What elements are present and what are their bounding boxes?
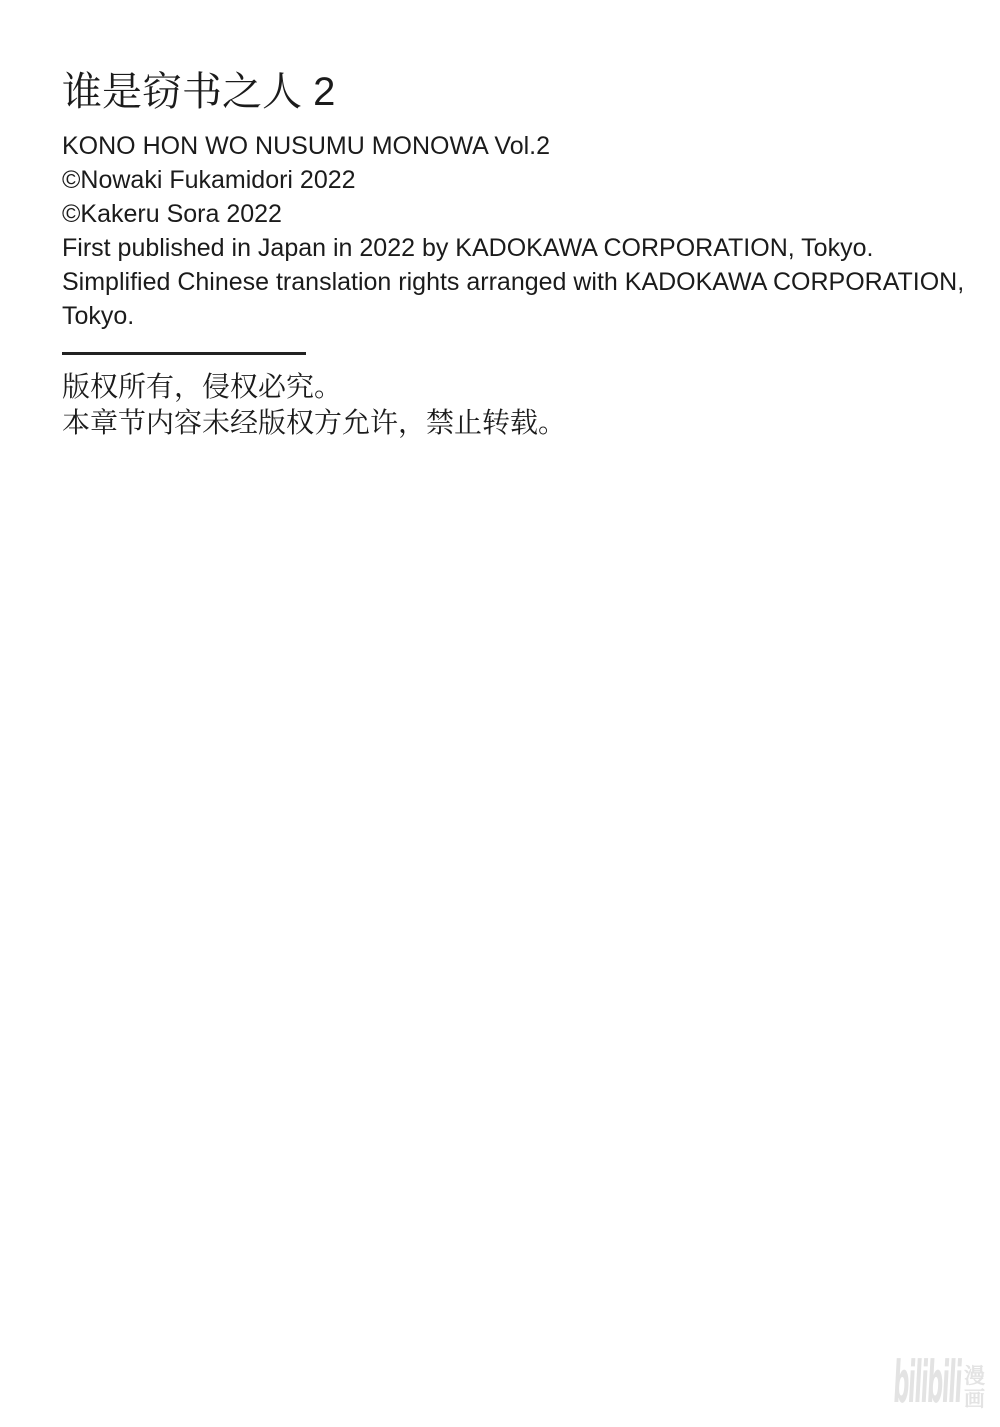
manga-label <box>964 1365 985 1411</box>
credit-line-first-published: First published in Japan in 2022 by KADOKAWA CORPORATION, Tokyo. <box>62 234 874 262</box>
divider-rule <box>62 352 306 355</box>
copyright-block <box>62 129 997 333</box>
credit-line-translation-rights: Simplified Chinese translation rights arranged with KADOKAWA CORPORATION, <box>62 268 965 296</box>
credit-line-author: ©Nowaki Fukamidori 2022 <box>62 166 356 194</box>
credit-line-translation-rights-cont: Tokyo. <box>62 302 135 330</box>
bilibili-manga-watermark <box>857 1349 985 1418</box>
credit-line-illustrator: ©Kakeru Sora 2022 <box>62 200 282 228</box>
notice-line-all-rights-reserved: 版权所有，侵权必究。 <box>62 371 343 402</box>
page-title: 谁是窃书之人 2 <box>62 70 336 114</box>
manga-label-char-hua: 画 <box>964 1388 985 1411</box>
notice-line-no-reproduction: 本章节内容未经版权方允许，禁止转载。 <box>62 407 567 438</box>
rights-notice-block <box>62 369 997 441</box>
romaji-title: KONO HON WO NUSUMU MONOWA Vol.2 <box>62 132 551 160</box>
manga-label-char-man: 漫 <box>964 1365 985 1388</box>
bilibili-logo: bilibili <box>891 1349 964 1418</box>
